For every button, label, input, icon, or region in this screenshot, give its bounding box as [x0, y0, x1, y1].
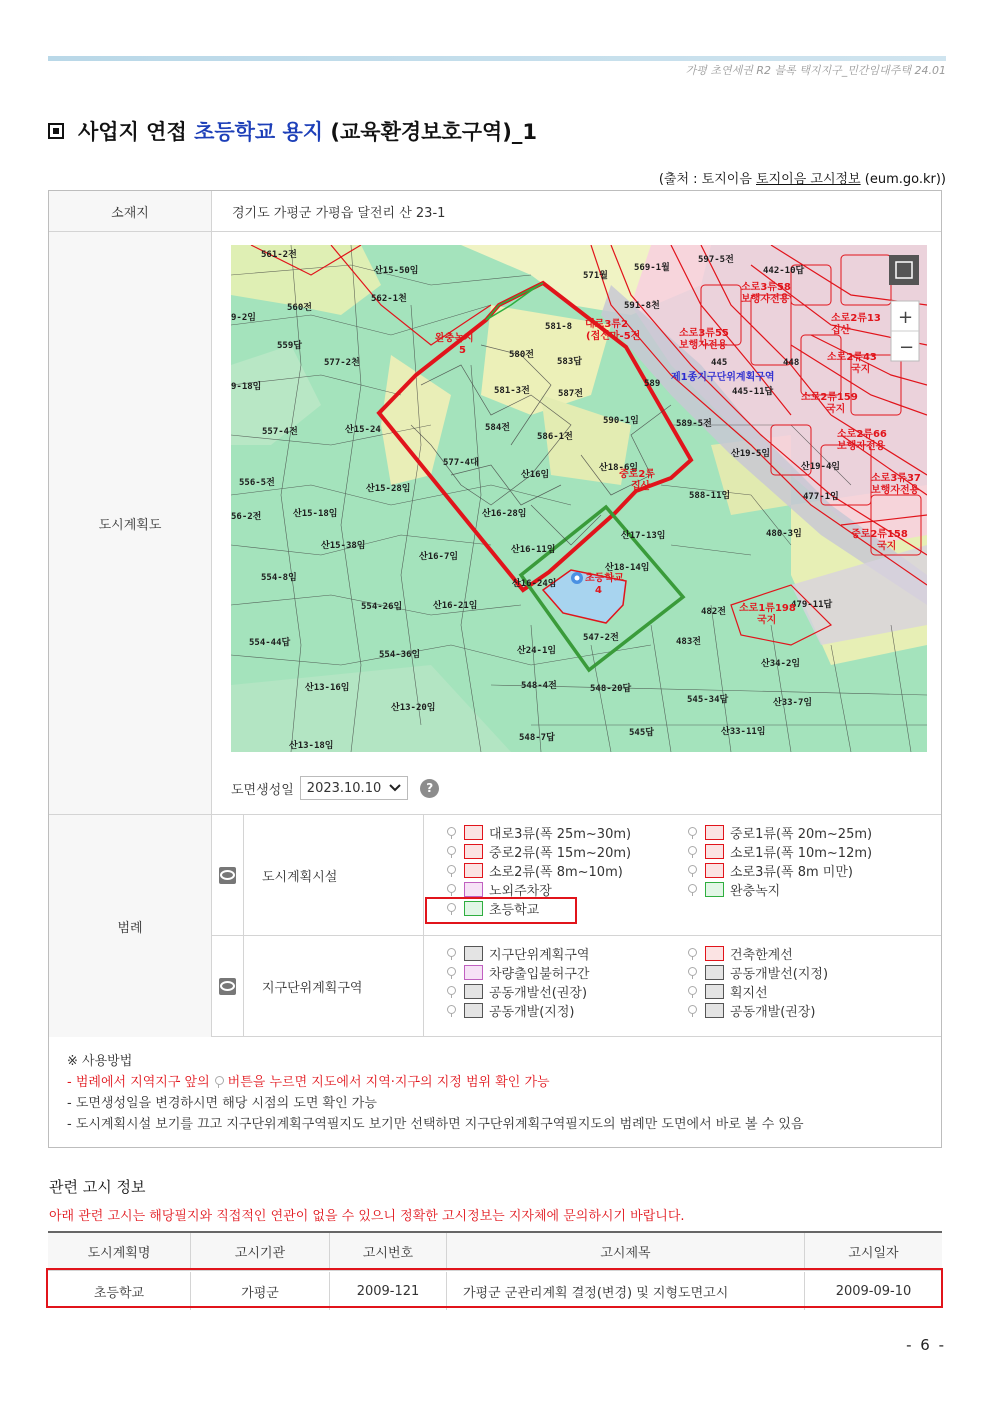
svg-text:589: 589: [644, 379, 661, 389]
svg-text:국지: 국지: [826, 404, 846, 415]
legend-item[interactable]: [446, 963, 687, 982]
pin-icon[interactable]: [446, 865, 456, 877]
legend-item[interactable]: [687, 861, 928, 880]
svg-text:소로2류13: 소로2류13: [831, 313, 881, 324]
svg-text:−: −: [899, 337, 915, 358]
svg-text:545-34답: 545-34답: [687, 695, 729, 705]
date-value: 2023.10.10: [306, 780, 382, 796]
legend-swatch: [705, 863, 724, 878]
svg-text:548-4전: 548-4전: [521, 681, 557, 691]
svg-text:581-3전: 581-3전: [494, 386, 530, 396]
svg-text:548-7답: 548-7답: [519, 733, 555, 743]
svg-text:산15-24: 산15-24: [345, 425, 381, 435]
svg-text:556-5전: 556-5전: [239, 478, 275, 488]
legend-item-label: 공동개발선(지정): [730, 967, 829, 982]
legend-item[interactable]: [687, 944, 928, 963]
pin-icon[interactable]: [446, 948, 456, 960]
svg-text:산17-13임: 산17-13임: [621, 531, 666, 541]
svg-text:보행자전용: 보행자전용: [871, 485, 920, 496]
svg-text:445-11답: 445-11답: [732, 387, 774, 397]
svg-text:591-8천: 591-8천: [624, 301, 660, 311]
svg-text:562-1천: 562-1천: [371, 294, 407, 304]
svg-text:586-1전: 586-1전: [537, 432, 573, 442]
cell-agency: 가평군: [191, 1272, 330, 1310]
legend-swatch: [705, 965, 724, 980]
legend-item-label: 건축한계선: [730, 948, 793, 963]
svg-text:571월: 571월: [583, 271, 608, 281]
legend-item[interactable]: [687, 982, 928, 1001]
legend-item-label: 초등학교: [489, 903, 540, 918]
legend-item[interactable]: [687, 823, 928, 842]
legend-item[interactable]: [446, 823, 687, 842]
chevron-down-icon: [389, 784, 401, 792]
svg-text:산16임: 산16임: [521, 470, 550, 480]
legend-swatch: [464, 946, 483, 961]
svg-text:소로1류198: 소로1류198: [739, 603, 796, 614]
svg-text:448: 448: [783, 358, 800, 368]
help-icon[interactable]: ?: [420, 779, 439, 798]
svg-text:442-10답: 442-10답: [763, 266, 805, 276]
row-highlight-box: [46, 1268, 943, 1308]
svg-text:국지: 국지: [757, 615, 777, 626]
title-part1: 사업지 연접: [78, 120, 195, 144]
column-header: 고시번호: [330, 1233, 447, 1270]
cell-notice-number: 2009-121: [330, 1272, 447, 1310]
source-suffix: (eum.go.kr)): [860, 172, 946, 187]
legend-item-label: 완충녹지: [730, 884, 781, 899]
group-name: 도시계획시설: [262, 869, 338, 885]
svg-text:대로3류2: 대로3류2: [585, 319, 628, 330]
legend-item-label: 중로1류(폭 20m~25m): [730, 827, 873, 842]
location-value: 경기도 가평군 가평읍 달전리 산 23-1: [232, 206, 446, 221]
svg-text:산24-1임: 산24-1임: [517, 646, 557, 656]
legend-item-label: 공동개발선(권장): [489, 986, 588, 1001]
svg-text:산16-28임: 산16-28임: [482, 509, 527, 519]
legend-swatch: [705, 1003, 724, 1018]
svg-text:산15-50임: 산15-50임: [374, 266, 419, 276]
location-row: [49, 191, 941, 232]
legend-swatch: [464, 1003, 483, 1018]
legend-item-label: 공동개발(권장): [730, 1005, 816, 1020]
svg-text:597-5전: 597-5전: [698, 255, 734, 265]
notice-table: [48, 1231, 942, 1301]
plan-info-panel: [48, 190, 942, 1148]
svg-text:477-1임: 477-1임: [803, 492, 839, 502]
legend-swatch: [705, 882, 724, 897]
legend-label: 범례: [49, 815, 212, 1037]
legend-item[interactable]: [446, 861, 687, 880]
pin-icon[interactable]: [687, 948, 697, 960]
map-canvas[interactable]: [231, 245, 927, 752]
svg-text:초등학교: 초등학교: [585, 573, 624, 584]
source-note: [659, 168, 946, 187]
usage-line-3: - 도시계획시설 보기를 끄고 지구단위계획구역필지도 보기만 선택하면 지구단위계획구역필지도의 범례만 도면에서 바로 볼 수 있음: [67, 1117, 804, 1132]
svg-text:56-2전: 56-2전: [231, 512, 262, 522]
svg-text:산16-21임: 산16-21임: [433, 601, 478, 611]
eye-cell: [212, 815, 244, 935]
svg-text:548-20답: 548-20답: [590, 684, 632, 694]
pin-icon[interactable]: [687, 865, 697, 877]
legend-highlight-box: [425, 897, 577, 924]
svg-text:584전: 584전: [485, 423, 510, 433]
eye-icon[interactable]: [219, 978, 236, 995]
svg-text:561-2전: 561-2전: [261, 250, 297, 260]
svg-text:제1종지구단위계획구역: 제1종지구단위계획구역: [671, 372, 775, 383]
svg-text:554-8임: 554-8임: [261, 573, 297, 583]
svg-text:569-1월: 569-1월: [634, 263, 670, 273]
svg-text:국지: 국지: [877, 541, 897, 552]
svg-text:588-11임: 588-11임: [689, 491, 731, 501]
eye-icon[interactable]: [219, 867, 236, 884]
usage-line-2: - 도면생성일을 변경하시면 해당 시점의 도면 확인 가능: [67, 1096, 377, 1111]
legend-swatch: [464, 965, 483, 980]
legend-swatch: [464, 844, 483, 859]
svg-text:소로3류55: 소로3류55: [679, 328, 729, 339]
header-note: 가평 초연세권 R2 블록 택지지구_민간임대주택 24.01: [685, 64, 946, 77]
svg-text:4: 4: [595, 585, 602, 596]
svg-text:산18-6임: 산18-6임: [599, 463, 639, 473]
pin-icon[interactable]: [687, 846, 697, 858]
usage-title: ※ 사용방법: [67, 1054, 133, 1069]
legend-item-label: 소로2류(폭 8m~10m): [489, 865, 623, 880]
legend-swatch: [464, 863, 483, 878]
svg-text:산13-16임: 산13-16임: [305, 683, 350, 693]
legend-item-label: 소로1류(폭 10m~12m): [730, 846, 873, 861]
cell-notice-title[interactable]: 가평군 군관리계획 결정(변경) 및 지형도면고시: [447, 1272, 805, 1310]
table-header: [48, 1233, 942, 1271]
svg-text:국지: 국지: [851, 364, 871, 375]
city-plan-map[interactable]: [231, 245, 927, 752]
legend-swatch: [705, 946, 724, 961]
cell-plan-name: 초등학교: [48, 1272, 191, 1310]
svg-text:583답: 583답: [557, 357, 582, 367]
svg-text:445: 445: [711, 358, 728, 368]
pin-icon[interactable]: [446, 967, 456, 979]
pin-icon[interactable]: [446, 884, 456, 896]
svg-text:581-8: 581-8: [545, 322, 573, 332]
legend-swatch: [705, 984, 724, 999]
related-note: 아래 관련 고시는 해당필지와 직접적인 연관이 없을 수 있으니 정확한 고시정보는 지자체에 문의하시기 바랍니다.: [49, 1209, 685, 1224]
svg-text:545답: 545답: [629, 728, 654, 738]
pin-icon[interactable]: [687, 884, 697, 896]
svg-text:산19-4임: 산19-4임: [801, 462, 841, 472]
svg-text:554-44답: 554-44답: [249, 638, 291, 648]
svg-text:중로2류: 중로2류: [619, 469, 655, 480]
svg-text:587전: 587전: [558, 389, 583, 399]
svg-text:560전: 560전: [287, 303, 312, 313]
title-highlight: 초등학교 용지: [194, 120, 324, 144]
column-header: 고시일자: [848, 1246, 899, 1261]
title-part3: (교육환경보호구역)_1: [323, 120, 537, 144]
svg-text:9-18임: 9-18임: [231, 382, 262, 392]
legend-items: [446, 944, 936, 1020]
legend-item[interactable]: [687, 842, 928, 861]
svg-text:산13-20임: 산13-20임: [391, 703, 436, 713]
plan-label: 도시계획도: [49, 232, 212, 814]
map-date-row: [231, 776, 439, 800]
legend-item-label: 노외주차장: [489, 884, 552, 899]
svg-text:5: 5: [459, 345, 466, 356]
legend-item[interactable]: [687, 1001, 928, 1020]
svg-text:산33-7임: 산33-7임: [773, 698, 813, 708]
source-prefix: (출처 : 토지이음: [658, 172, 757, 187]
source-link[interactable]: 토지이음 고시정보: [756, 172, 861, 187]
svg-text:산19-5임: 산19-5임: [731, 449, 771, 459]
pin-icon[interactable]: [687, 967, 697, 979]
usage-line-1-pre: - 범례에서 지역지구 앞의: [67, 1075, 210, 1090]
svg-text:577-2천: 577-2천: [324, 358, 360, 368]
legend-item[interactable]: [446, 842, 687, 861]
svg-text:집산: 집산: [631, 481, 651, 492]
pin-icon[interactable]: [446, 986, 456, 998]
page-number: - 6 -: [906, 1336, 946, 1354]
legend-swatch: [464, 984, 483, 999]
cell-notice-date: 2009-09-10: [835, 1283, 912, 1299]
svg-text:559답: 559답: [277, 341, 302, 351]
legend-swatch: [705, 825, 724, 840]
svg-text:480-3임: 480-3임: [766, 529, 802, 539]
pin-icon[interactable]: [687, 1005, 697, 1017]
svg-text:보행자전용: 보행자전용: [679, 340, 728, 351]
svg-text:산15-18임: 산15-18임: [293, 509, 338, 519]
svg-text:(접신마-5전: (접신마-5전: [586, 331, 641, 342]
svg-text:보행자전용: 보행자전용: [837, 441, 886, 452]
svg-text:산34-2임: 산34-2임: [761, 659, 801, 669]
pin-icon[interactable]: [446, 1005, 456, 1017]
legend-item-label: 획지선: [730, 986, 768, 1001]
column-header: 고시제목: [447, 1233, 805, 1270]
svg-text:577-4대: 577-4대: [443, 458, 479, 468]
legend-item[interactable]: [687, 880, 928, 899]
svg-text:보행자전용: 보행자전용: [741, 294, 790, 305]
pin-icon[interactable]: [687, 986, 697, 998]
legend-item[interactable]: [446, 944, 687, 963]
group-name: 지구단위계획구역: [262, 980, 363, 996]
svg-text:산15-38임: 산15-38임: [321, 541, 366, 551]
svg-text:산16-7임: 산16-7임: [419, 552, 459, 562]
usage-line-1: [67, 1072, 941, 1093]
legend-item-label: 지구단위계획구역: [489, 948, 590, 963]
usage-guide: [49, 1037, 941, 1149]
legend-item-label: 대로3류(폭 25m~30m): [489, 827, 632, 842]
legend-group-district: [212, 936, 941, 1037]
pin-icon: [214, 1076, 224, 1088]
svg-text:557-4전: 557-4전: [262, 427, 298, 437]
legend-item[interactable]: [687, 963, 928, 982]
svg-text:580전: 580전: [509, 350, 534, 360]
svg-text:9-2임: 9-2임: [231, 313, 256, 323]
legend-item[interactable]: [446, 1001, 687, 1020]
svg-text:589-5전: 589-5전: [676, 419, 712, 429]
related-title: 관련 고시 정보: [49, 1178, 146, 1196]
legend-item-label: 차량출입불허구간: [489, 967, 590, 982]
svg-text:479-11답: 479-11답: [791, 600, 833, 610]
svg-text:554-36임: 554-36임: [379, 650, 421, 660]
location-label: 소재지: [49, 191, 212, 231]
svg-text:482전: 482전: [701, 607, 726, 617]
column-header: 고시기관: [191, 1233, 330, 1270]
pin-icon[interactable]: [446, 827, 456, 839]
legend-item-label: 중로2류(폭 15m~20m): [489, 846, 632, 861]
svg-text:소로3류37: 소로3류37: [871, 473, 921, 484]
svg-text:산18-14임: 산18-14임: [605, 563, 650, 573]
section-title: [48, 116, 537, 146]
legend-swatch: [464, 825, 483, 840]
svg-text:산33-11임: 산33-11임: [721, 727, 766, 737]
legend-item-label: 소로3류(폭 8m 미만): [730, 865, 853, 880]
date-select[interactable]: [300, 776, 408, 800]
legend-item[interactable]: [446, 982, 687, 1001]
svg-text:집산: 집산: [831, 325, 851, 336]
svg-text:소로3류58: 소로3류58: [741, 282, 791, 293]
legend-swatch: [705, 844, 724, 859]
legend-swatch: [464, 882, 483, 897]
square-bullet-icon: [48, 123, 64, 139]
eye-cell: [212, 936, 244, 1036]
svg-text:483전: 483전: [676, 637, 701, 647]
svg-text:산15-28임: 산15-28임: [366, 484, 411, 494]
svg-text:소로2류43: 소로2류43: [827, 352, 877, 363]
svg-text:554-26임: 554-26임: [361, 602, 403, 612]
header-bar: [48, 56, 946, 61]
pin-icon[interactable]: [687, 827, 697, 839]
svg-text:590-1임: 590-1임: [603, 416, 639, 426]
svg-text:소로2류159: 소로2류159: [801, 392, 858, 403]
svg-text:산16-24임: 산16-24임: [512, 579, 557, 589]
svg-text:+: +: [898, 307, 914, 328]
svg-text:547-2전: 547-2전: [583, 633, 619, 643]
column-header: 도시계획명: [48, 1233, 191, 1270]
pin-icon[interactable]: [446, 846, 456, 858]
legend-item-label: 공동개발(지정): [489, 1005, 575, 1020]
map-layer-button: [889, 255, 919, 285]
svg-text:완충녹지: 완충녹지: [435, 333, 474, 344]
svg-text:산13-18임: 산13-18임: [289, 741, 334, 751]
svg-text:중로2류158: 중로2류158: [851, 529, 908, 540]
usage-line-1-post: 버튼을 누르면 지도에서 지역·지구의 지정 범위 확인 가능: [227, 1075, 550, 1090]
date-label: 도면생성일: [231, 782, 294, 798]
svg-text:소로2류66: 소로2류66: [837, 429, 887, 440]
svg-text:산16-11임: 산16-11임: [511, 545, 556, 555]
